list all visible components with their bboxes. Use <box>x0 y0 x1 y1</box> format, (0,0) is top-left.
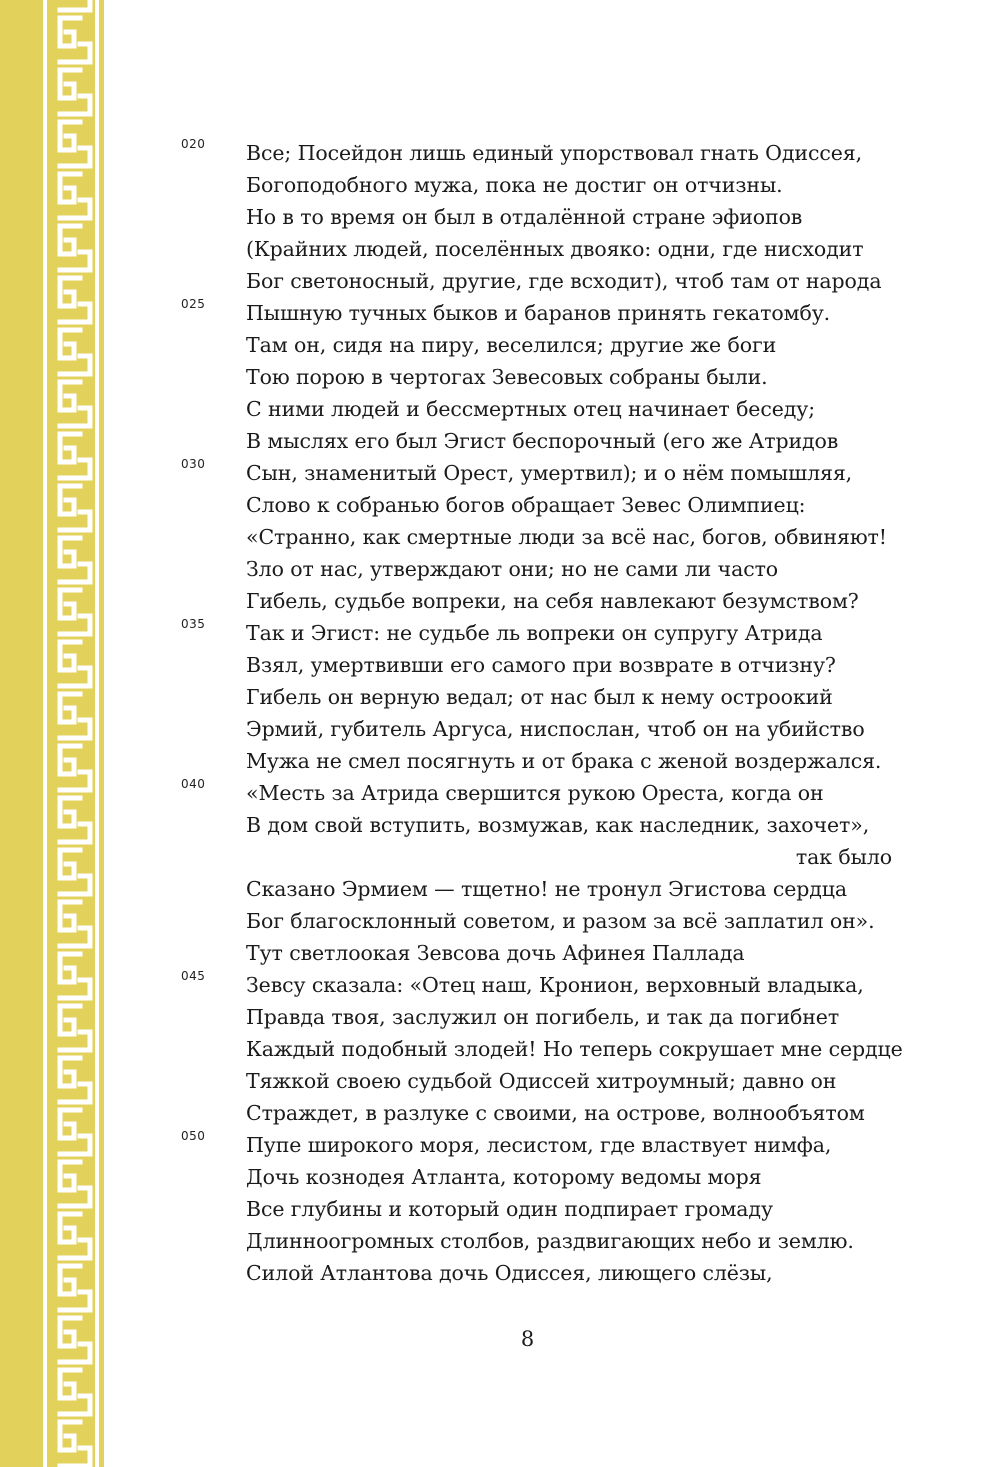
poem-line <box>0 425 1000 457</box>
line-text: Взял, умертвивши его самого при возврате в отчизну? <box>246 653 836 677</box>
poem-line <box>0 361 1000 393</box>
poem-line <box>0 745 1000 777</box>
line-text: С ними людей и бессмертных отец начинает беседу; <box>246 397 816 421</box>
poem-line <box>0 201 1000 233</box>
poem-line <box>0 1129 1000 1161</box>
line-text: Мужа не смел посягнуть и от брака с женой воздержался. <box>246 749 882 773</box>
line-text: В дом свой вступить, возмужав, как наследник, захочет», <box>246 813 870 837</box>
poem-line <box>0 713 1000 745</box>
poem-text <box>0 137 1000 1289</box>
poem-line <box>0 1257 1000 1289</box>
poem-line <box>0 1097 1000 1129</box>
poem-line <box>0 329 1000 361</box>
poem-line <box>0 1001 1000 1033</box>
poem-line <box>0 969 1000 1001</box>
poem-line <box>0 809 1000 841</box>
line-text: Бог благосклонный советом, и разом за всё заплатил он». <box>246 909 875 933</box>
line-text: Правда твоя, заслужил он погибель, и так да погибнет <box>246 1005 840 1029</box>
line-text: «Месть за Атрида свершится рукою Ореста, когда он <box>246 781 824 805</box>
line-text: Страждет, в разлуке с своими, на острове, волнообъятом <box>246 1101 865 1125</box>
line-text: Силой Атлантова дочь Одиссея, лиющего слёзы, <box>246 1261 773 1285</box>
poem-line <box>0 1193 1000 1225</box>
poem-line <box>0 1225 1000 1257</box>
line-text: Но в то время он был в отдалённой стране эфиопов <box>246 205 803 229</box>
line-text: Каждый подобный злодей! Но теперь сокрушает мне сердце <box>246 1037 903 1061</box>
line-text: Тою порою в чертогах Зевесовых собраны были. <box>246 365 768 389</box>
poem-line <box>0 393 1000 425</box>
line-text: В мыслях его был Эгист беспорочный (его же Атридов <box>246 429 839 453</box>
line-text: Эрмий, губитель Аргуса, ниспослан, чтоб он на убийство <box>246 717 865 741</box>
line-text: Все глубины и который один подпирает громаду <box>246 1197 773 1221</box>
line-number: 020 <box>181 137 206 151</box>
page-number: 8 <box>520 1327 535 1351</box>
line-text: так было <box>795 845 892 869</box>
line-text: Сын, знаменитый Орест, умертвил); и о нём помышляя, <box>246 461 853 485</box>
line-text: Тут светлоокая Зевсова дочь Афинея Паллада <box>246 941 745 965</box>
poem-line <box>0 521 1000 553</box>
line-text: Пупе широкого моря, лесистом, где властвует нимфа, <box>246 1133 832 1157</box>
line-text: (Крайних людей, поселённых двояко: одни, где нисходит <box>246 237 864 261</box>
line-text: «Странно, как смертные люди за всё нас, богов, обвиняют! <box>246 525 887 549</box>
line-text: Длинноогромных столбов, раздвигающих небо и землю. <box>246 1229 854 1253</box>
poem-line <box>0 873 1000 905</box>
line-text: Сказано Эрмием — тщетно! не тронул Эгистова сердца <box>246 877 847 901</box>
line-number: 050 <box>181 1129 206 1143</box>
line-text: Зло от нас, утверждают они; но не сами ли часто <box>246 557 779 581</box>
line-number: 030 <box>181 457 206 471</box>
poem-line <box>0 681 1000 713</box>
poem-line <box>0 937 1000 969</box>
poem-line <box>0 489 1000 521</box>
poem-line <box>0 905 1000 937</box>
line-number: 040 <box>181 777 206 791</box>
poem-line <box>0 457 1000 489</box>
poem-line <box>0 777 1000 809</box>
poem-line <box>0 169 1000 201</box>
poem-line <box>0 649 1000 681</box>
poem-line <box>0 265 1000 297</box>
line-number: 035 <box>181 617 206 631</box>
poem-line <box>0 297 1000 329</box>
line-text: Гибель, судьбе вопреки, на себя навлекают безумством? <box>246 589 859 613</box>
line-text: Все; Посейдон лишь единый упорствовал гнать Одиссея, <box>246 141 863 165</box>
line-text: Тяжкой своею судьбой Одиссей хитроумный; давно он <box>246 1069 837 1093</box>
poem-line <box>0 137 1000 169</box>
line-text: Дочь кознодея Атланта, которому ведомы моря <box>246 1165 762 1189</box>
poem-line <box>0 1161 1000 1193</box>
line-text: Слово к собранью богов обращает Зевес Олимпиец: <box>246 493 806 517</box>
line-text: Зевсу сказала: «Отец наш, Кронион, верховный владыка, <box>246 973 864 997</box>
line-text: Гибель он верную ведал; от нас был к нему остроокий <box>246 685 833 709</box>
poem-line <box>0 553 1000 585</box>
line-text: Там он, сидя на пиру, веселился; другие же боги <box>246 333 777 357</box>
line-text: Так и Эгист: не судьбе ль вопреки он супругу Атрида <box>246 621 823 645</box>
line-text: Пышную тучных быков и баранов принять гекатомбу. <box>246 301 831 325</box>
line-text: Богоподобного мужа, пока не достиг он отчизны. <box>246 173 783 197</box>
line-number: 025 <box>181 297 206 311</box>
poem-line <box>0 1065 1000 1097</box>
poem-line <box>0 585 1000 617</box>
poem-line <box>0 233 1000 265</box>
line-text: Бог светоносный, другие, где всходит), чтоб там от народа <box>246 269 882 293</box>
line-number: 045 <box>181 969 206 983</box>
poem-line <box>0 841 1000 873</box>
poem-line <box>0 1033 1000 1065</box>
poem-line <box>0 617 1000 649</box>
